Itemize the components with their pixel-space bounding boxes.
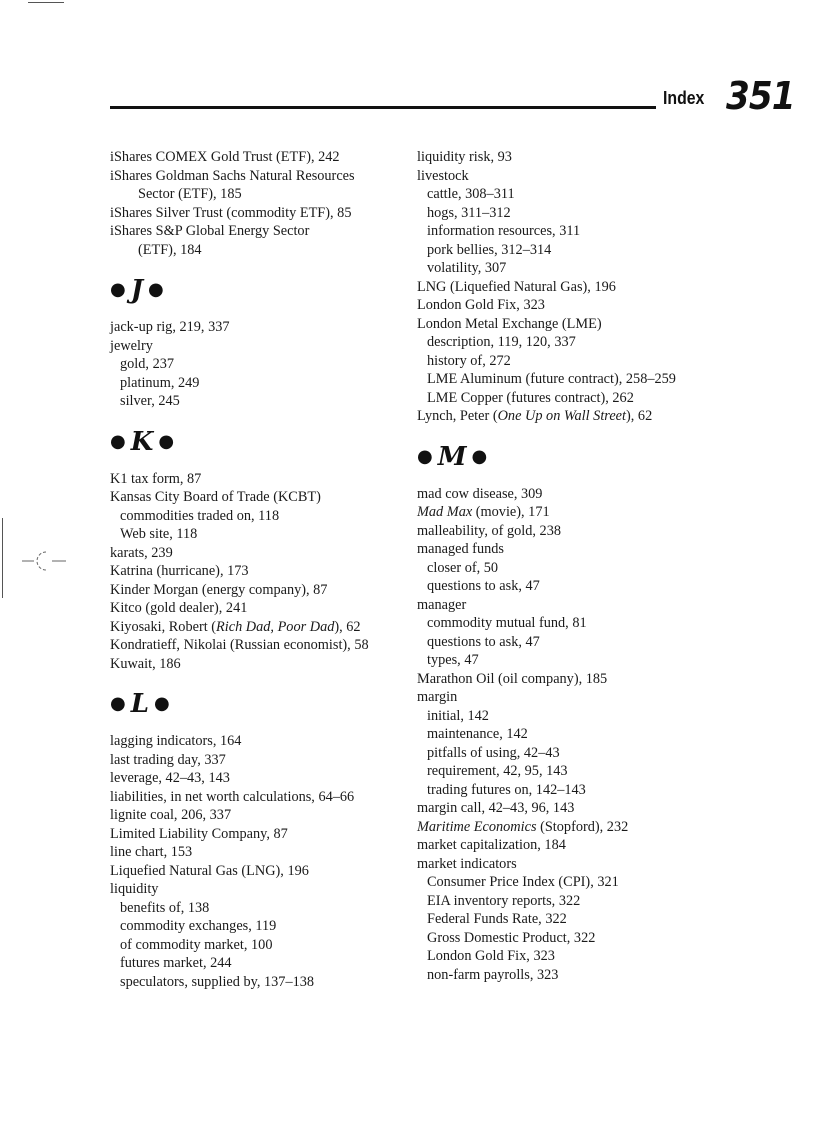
entry-text: (movie), 171: [472, 504, 550, 520]
index-entry: karats, 239: [110, 544, 173, 561]
index-entry: market capitalization, 184: [417, 837, 566, 853]
index-entry: London Metal Exchange (LME): [417, 315, 602, 332]
index-subentry: LME Aluminum (future contract), 258–259: [427, 371, 676, 387]
index-subentry: questions to ask, 47: [427, 633, 540, 650]
page-number: 351: [726, 74, 795, 118]
index-entry: London Gold Fix, 323: [417, 297, 545, 313]
index-entry: manager: [417, 596, 467, 613]
section-heading-k: [110, 419, 410, 465]
index-entry: livestock: [417, 167, 469, 184]
index-subentry: commodities traded on, 118: [120, 507, 280, 524]
index-entry: managed funds: [417, 541, 504, 557]
index-entry-continuation: Sector (ETF), 185: [138, 186, 242, 202]
index-subentry: platinum, 249: [120, 374, 200, 391]
index-entry: Kitco (gold dealer), 241: [110, 600, 248, 616]
entry-text: ), 62: [334, 618, 361, 635]
index-subentry: futures market, 244: [120, 955, 232, 971]
index-column-left: [110, 148, 410, 991]
section-heading-l: [110, 681, 410, 727]
section-heading-m: [417, 434, 737, 480]
bullet-icon: ●: [154, 693, 170, 714]
index-subentry: questions to ask, 47: [427, 578, 540, 594]
registration-mark-icon: [22, 548, 66, 574]
index-entry: K1 tax form, 87: [110, 470, 202, 487]
index-subentry: description, 119, 120, 337: [427, 334, 576, 350]
crop-mark-left: [2, 518, 3, 598]
index-entry: jewelry: [110, 337, 153, 354]
index-entry: iShares Goldman Sachs Natural Resources: [110, 167, 355, 184]
index-entry: margin call, 42–43, 96, 143: [417, 800, 575, 816]
index-subentry: closer of, 50: [427, 559, 499, 576]
index-subentry: commodity exchanges, 119: [120, 918, 277, 934]
index-subentry: cattle, 308–311: [427, 186, 515, 202]
index-entry: Kinder Morgan (energy company), 87: [110, 581, 328, 598]
section-letter: M: [437, 441, 467, 472]
index-entry: line chart, 153: [110, 844, 193, 860]
section-letter: J: [130, 275, 144, 305]
index-entry: liabilities, in net worth calculations, 64–66: [110, 788, 355, 805]
bullet-icon: ●: [110, 430, 126, 452]
index-entry-continuation: (ETF), 184: [138, 241, 202, 258]
bullet-icon: ●: [110, 693, 126, 714]
index-entry: margin: [417, 689, 458, 705]
header-rule: [110, 106, 656, 109]
index-entry: malleability, of gold, 238: [417, 522, 562, 539]
index-entry: Kuwait, 186: [110, 655, 181, 672]
index-entry: [110, 618, 410, 637]
index-subentry: of commodity market, 100: [120, 936, 273, 953]
index-entry: lagging indicators, 164: [110, 733, 242, 749]
index-subentry: information resources, 311: [427, 223, 581, 239]
index-entry: iShares COMEX Gold Trust (ETF), 242: [110, 149, 340, 165]
entry-text: (Stopford), 232: [536, 818, 629, 835]
bullet-icon: ●: [417, 445, 433, 467]
index-entry: last trading day, 337: [110, 751, 226, 768]
section-heading-j: [110, 267, 410, 313]
index-subentry: non-farm payrolls, 323: [427, 966, 559, 983]
index-entry: iShares S&P Global Energy Sector: [110, 223, 310, 239]
crop-mark-top: [28, 2, 64, 3]
index-subentry: Web site, 118: [120, 526, 198, 542]
entry-text: Kiyosaki, Robert (: [110, 618, 217, 635]
index-entry: market indicators: [417, 855, 517, 872]
section-letter: L: [130, 689, 149, 719]
index-entry: lignite coal, 206, 337: [110, 807, 232, 823]
index-subentry: Consumer Price Index (CPI), 321: [427, 874, 619, 890]
book-title: Mad Max: [417, 504, 473, 520]
entry-text: ), 62: [626, 408, 653, 424]
index-column-right: [417, 148, 737, 984]
book-title: Maritime Economics: [417, 818, 537, 835]
book-title: One Up on Wall Street: [497, 408, 627, 424]
running-head: Index: [663, 88, 705, 108]
index-entry: jack-up rig, 219, 337: [110, 319, 230, 335]
index-subentry: pork bellies, 312–314: [427, 241, 552, 258]
index-subentry: trading futures on, 142–143: [427, 781, 586, 798]
index-subentry: history of, 272: [427, 352, 511, 369]
index-entry: mad cow disease, 309: [417, 485, 543, 502]
index-entry: Liquefied Natural Gas (LNG), 196: [110, 862, 309, 879]
index-subentry: Gross Domestic Product, 322: [427, 929, 596, 946]
index-subentry: maintenance, 142: [427, 726, 528, 742]
index-entry: liquidity: [110, 881, 159, 897]
index-subentry: speculators, supplied by, 137–138: [120, 973, 315, 990]
index-subentry: benefits of, 138: [120, 899, 210, 916]
index-entry: Katrina (hurricane), 173: [110, 563, 249, 579]
bullet-icon: ●: [148, 279, 164, 300]
index-subentry: Federal Funds Rate, 322: [427, 911, 567, 927]
index-subentry: London Gold Fix, 323: [427, 948, 555, 964]
index-entry: leverage, 42–43, 143: [110, 770, 230, 786]
index-subentry: volatility, 307: [427, 260, 507, 276]
index-entry: [417, 818, 737, 837]
index-entry: Kondratieff, Nikolai (Russian economist), 58: [110, 637, 369, 653]
index-subentry: LME Copper (futures contract), 262: [427, 389, 634, 406]
index-entry: [417, 503, 737, 522]
bullet-icon: ●: [110, 279, 126, 300]
index-entry: Kansas City Board of Trade (KCBT): [110, 489, 321, 505]
bullet-icon: ●: [471, 445, 488, 467]
index-subentry: silver, 245: [120, 393, 180, 409]
index-subentry: gold, 237: [120, 356, 175, 372]
bullet-icon: ●: [158, 430, 175, 452]
index-entry: Limited Liability Company, 87: [110, 825, 288, 842]
entry-text: Lynch, Peter (: [417, 408, 498, 424]
index-entry: liquidity risk, 93: [417, 149, 512, 165]
index-subentry: pitfalls of using, 42–43: [427, 744, 560, 761]
index-entry: Marathon Oil (oil company), 185: [417, 670, 608, 687]
index-subentry: initial, 142: [427, 707, 489, 724]
index-entry: [417, 407, 737, 426]
index-subentry: commodity mutual fund, 81: [427, 615, 587, 631]
index-subentry: requirement, 42, 95, 143: [427, 763, 568, 779]
section-letter: K: [130, 426, 154, 457]
index-subentry: EIA inventory reports, 322: [427, 892, 581, 909]
index-subentry: hogs, 311–312: [427, 204, 511, 221]
index-entry: iShares Silver Trust (commodity ETF), 85: [110, 204, 352, 221]
book-title: Rich Dad, Poor Dad: [216, 618, 335, 635]
index-entry: LNG (Liquefied Natural Gas), 196: [417, 278, 616, 295]
index-subentry: types, 47: [427, 652, 479, 668]
